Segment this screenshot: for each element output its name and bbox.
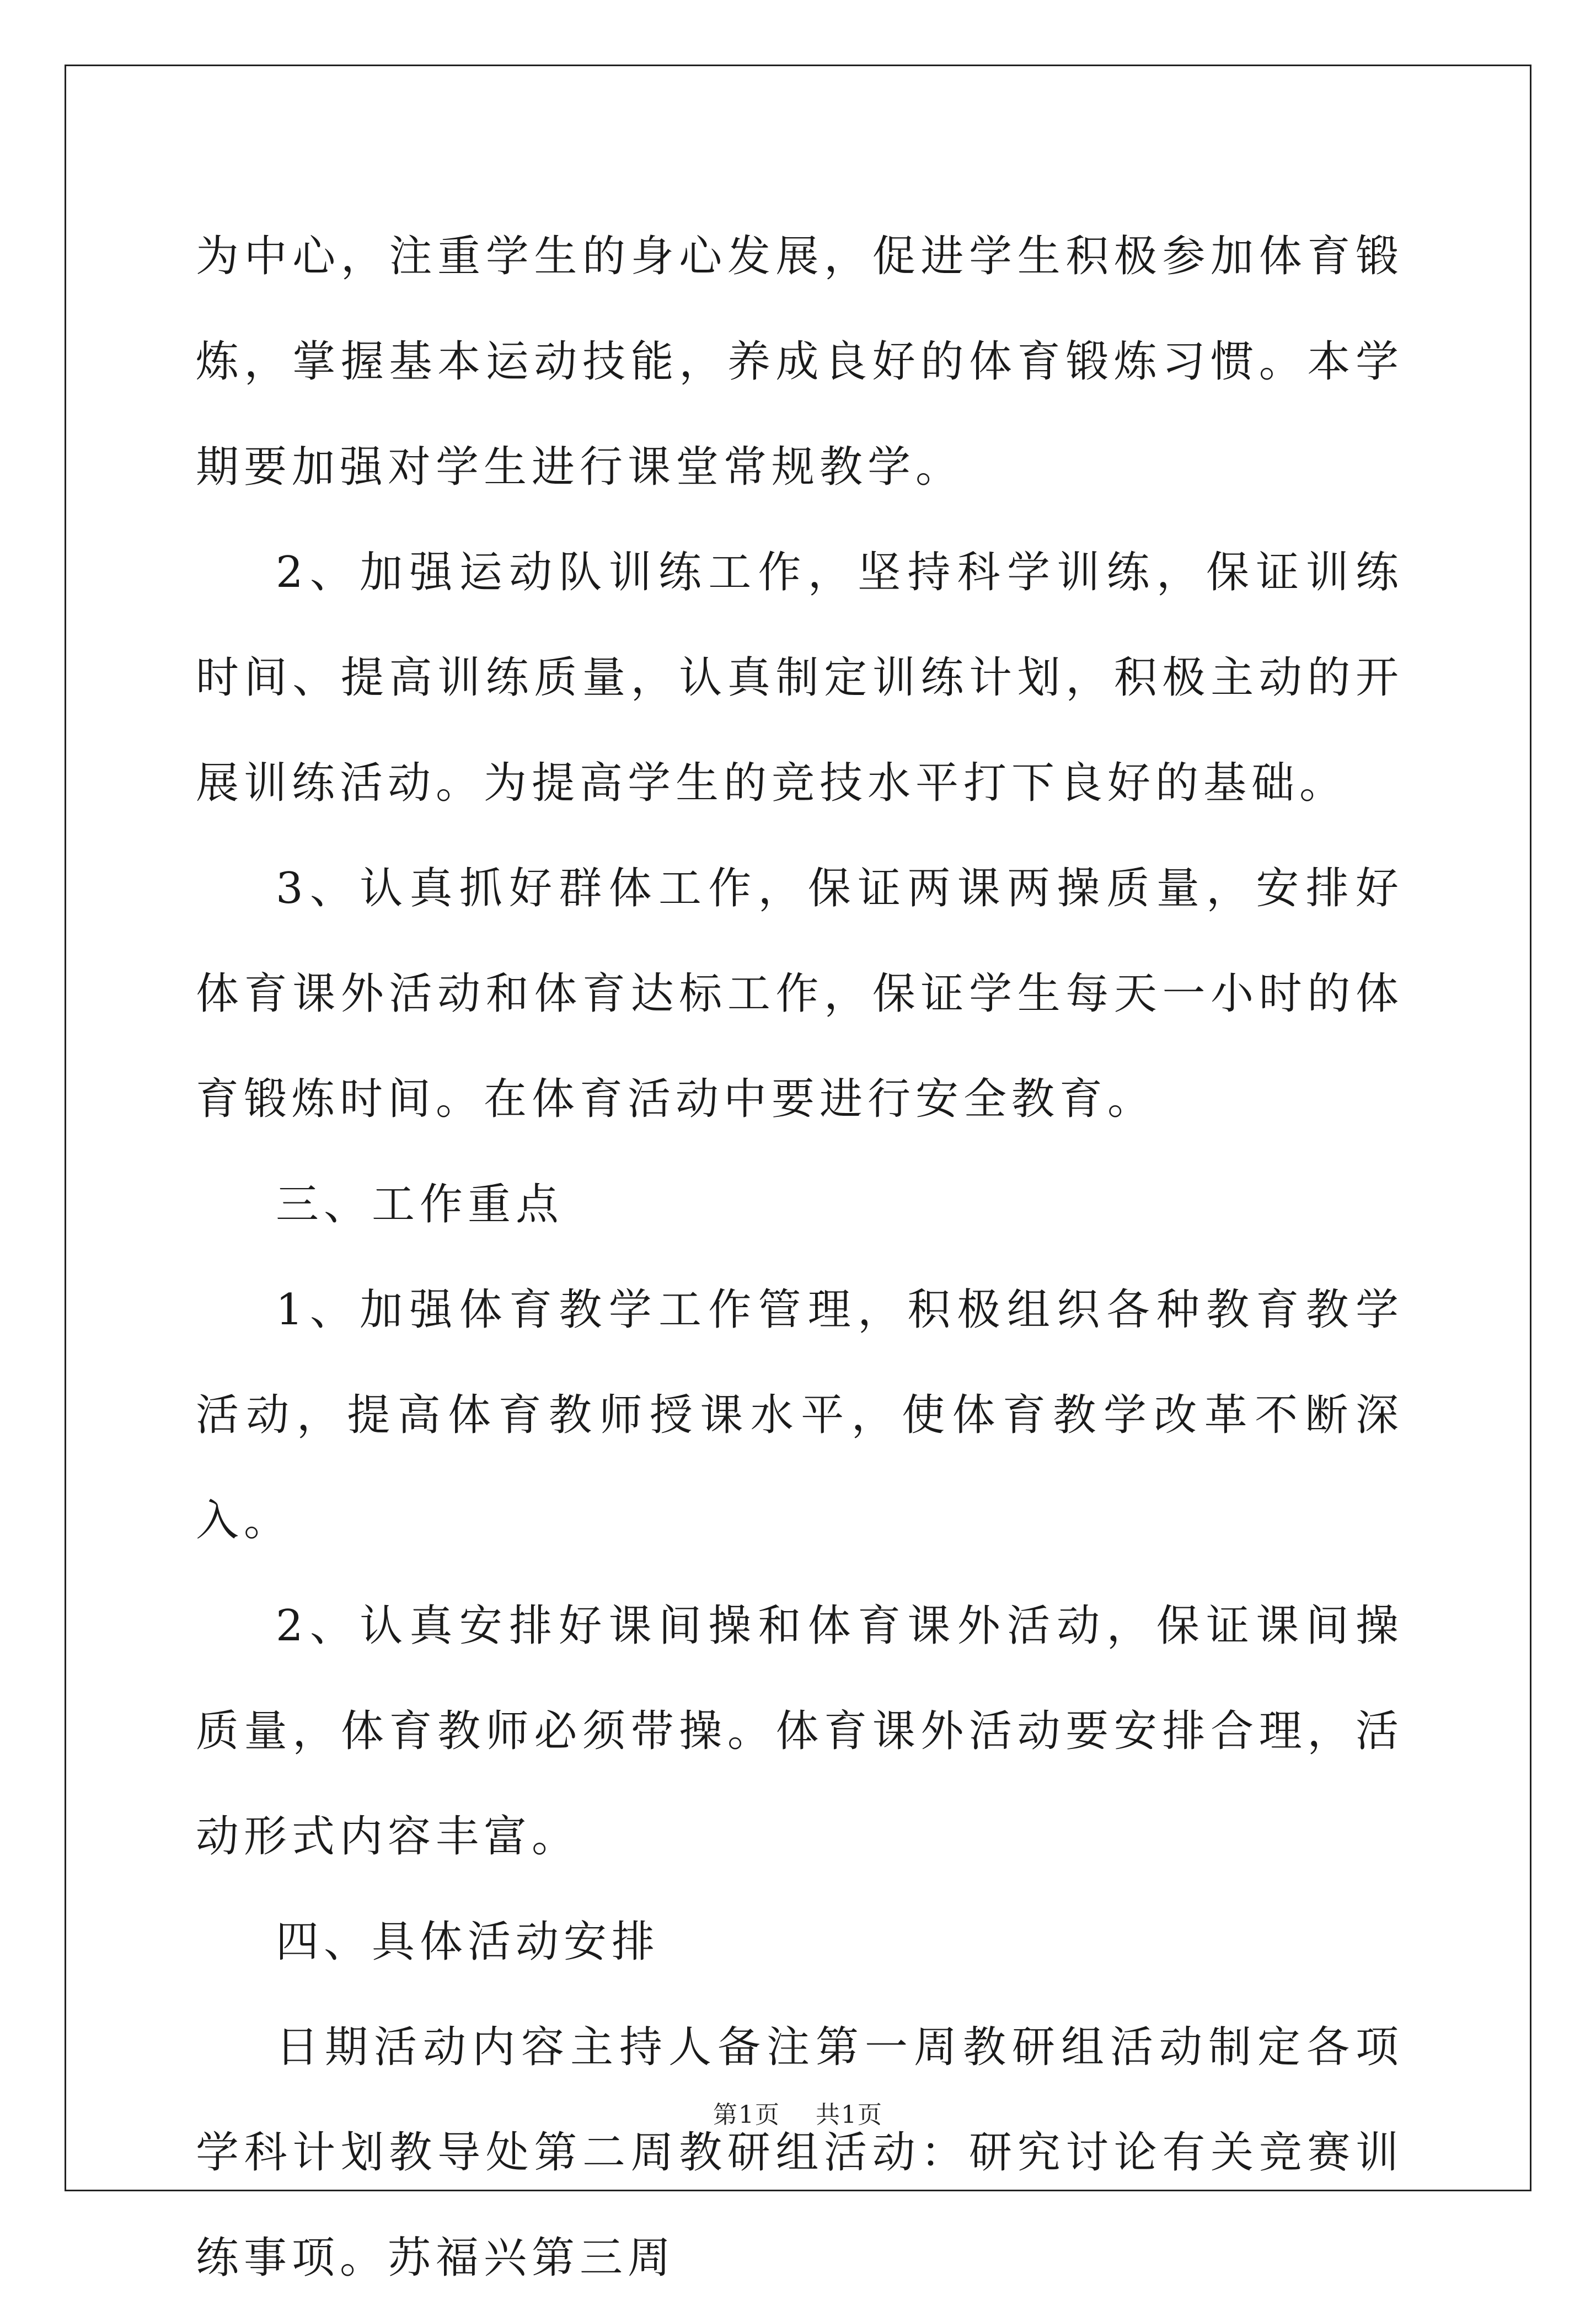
paragraph-5: 2、认真安排好课间操和体育课外活动，保证课间操质量，体育教师必须带操。体育课外活动要安排合理，活动形式内容丰富。 xyxy=(196,1601,1404,1861)
page-footer xyxy=(0,2099,1596,2132)
section-heading-3: 三、工作重点 xyxy=(276,1180,564,1229)
paragraph-3: 3、认真抓好群体工作，保证两课两操质量，安排好体育课外活动和体育达标工作，保证学生每天一小时的体育锻炼时间。在体育活动中要进行安全教育。 xyxy=(196,864,1404,1124)
page-number: 第1页 xyxy=(713,2101,781,2129)
paragraph-1: 为中心，注重学生的身心发展，促进学生积极参加体育锻炼，掌握基本运动技能，养成良好的体育锻炼习惯。本学期要加强对学生进行课堂常规教学。 xyxy=(196,232,1404,492)
section-heading-4: 四、具体活动安排 xyxy=(276,1917,660,1967)
page-total: 共1页 xyxy=(815,2101,883,2129)
paragraph-6: 日期活动内容主持人备注第一周教研组活动制定各项学科计划教导处第二周教研组活动：研究讨论有关竞赛训练事项。苏福兴第三周 xyxy=(196,2023,1404,2283)
paragraph-4: 1、加强体育教学工作管理，积极组织各种教育教学活动，提高体育教师授课水平，使体育教学改革不断深入。 xyxy=(196,1285,1404,1545)
paragraph-2: 2、加强运动队训练工作，坚持科学训练，保证训练时间、提高训练质量，认真制定训练计划，积极主动的开展训练活动。为提高学生的竞技水平打下良好的基础。 xyxy=(196,548,1404,808)
document-body xyxy=(196,204,1404,2311)
